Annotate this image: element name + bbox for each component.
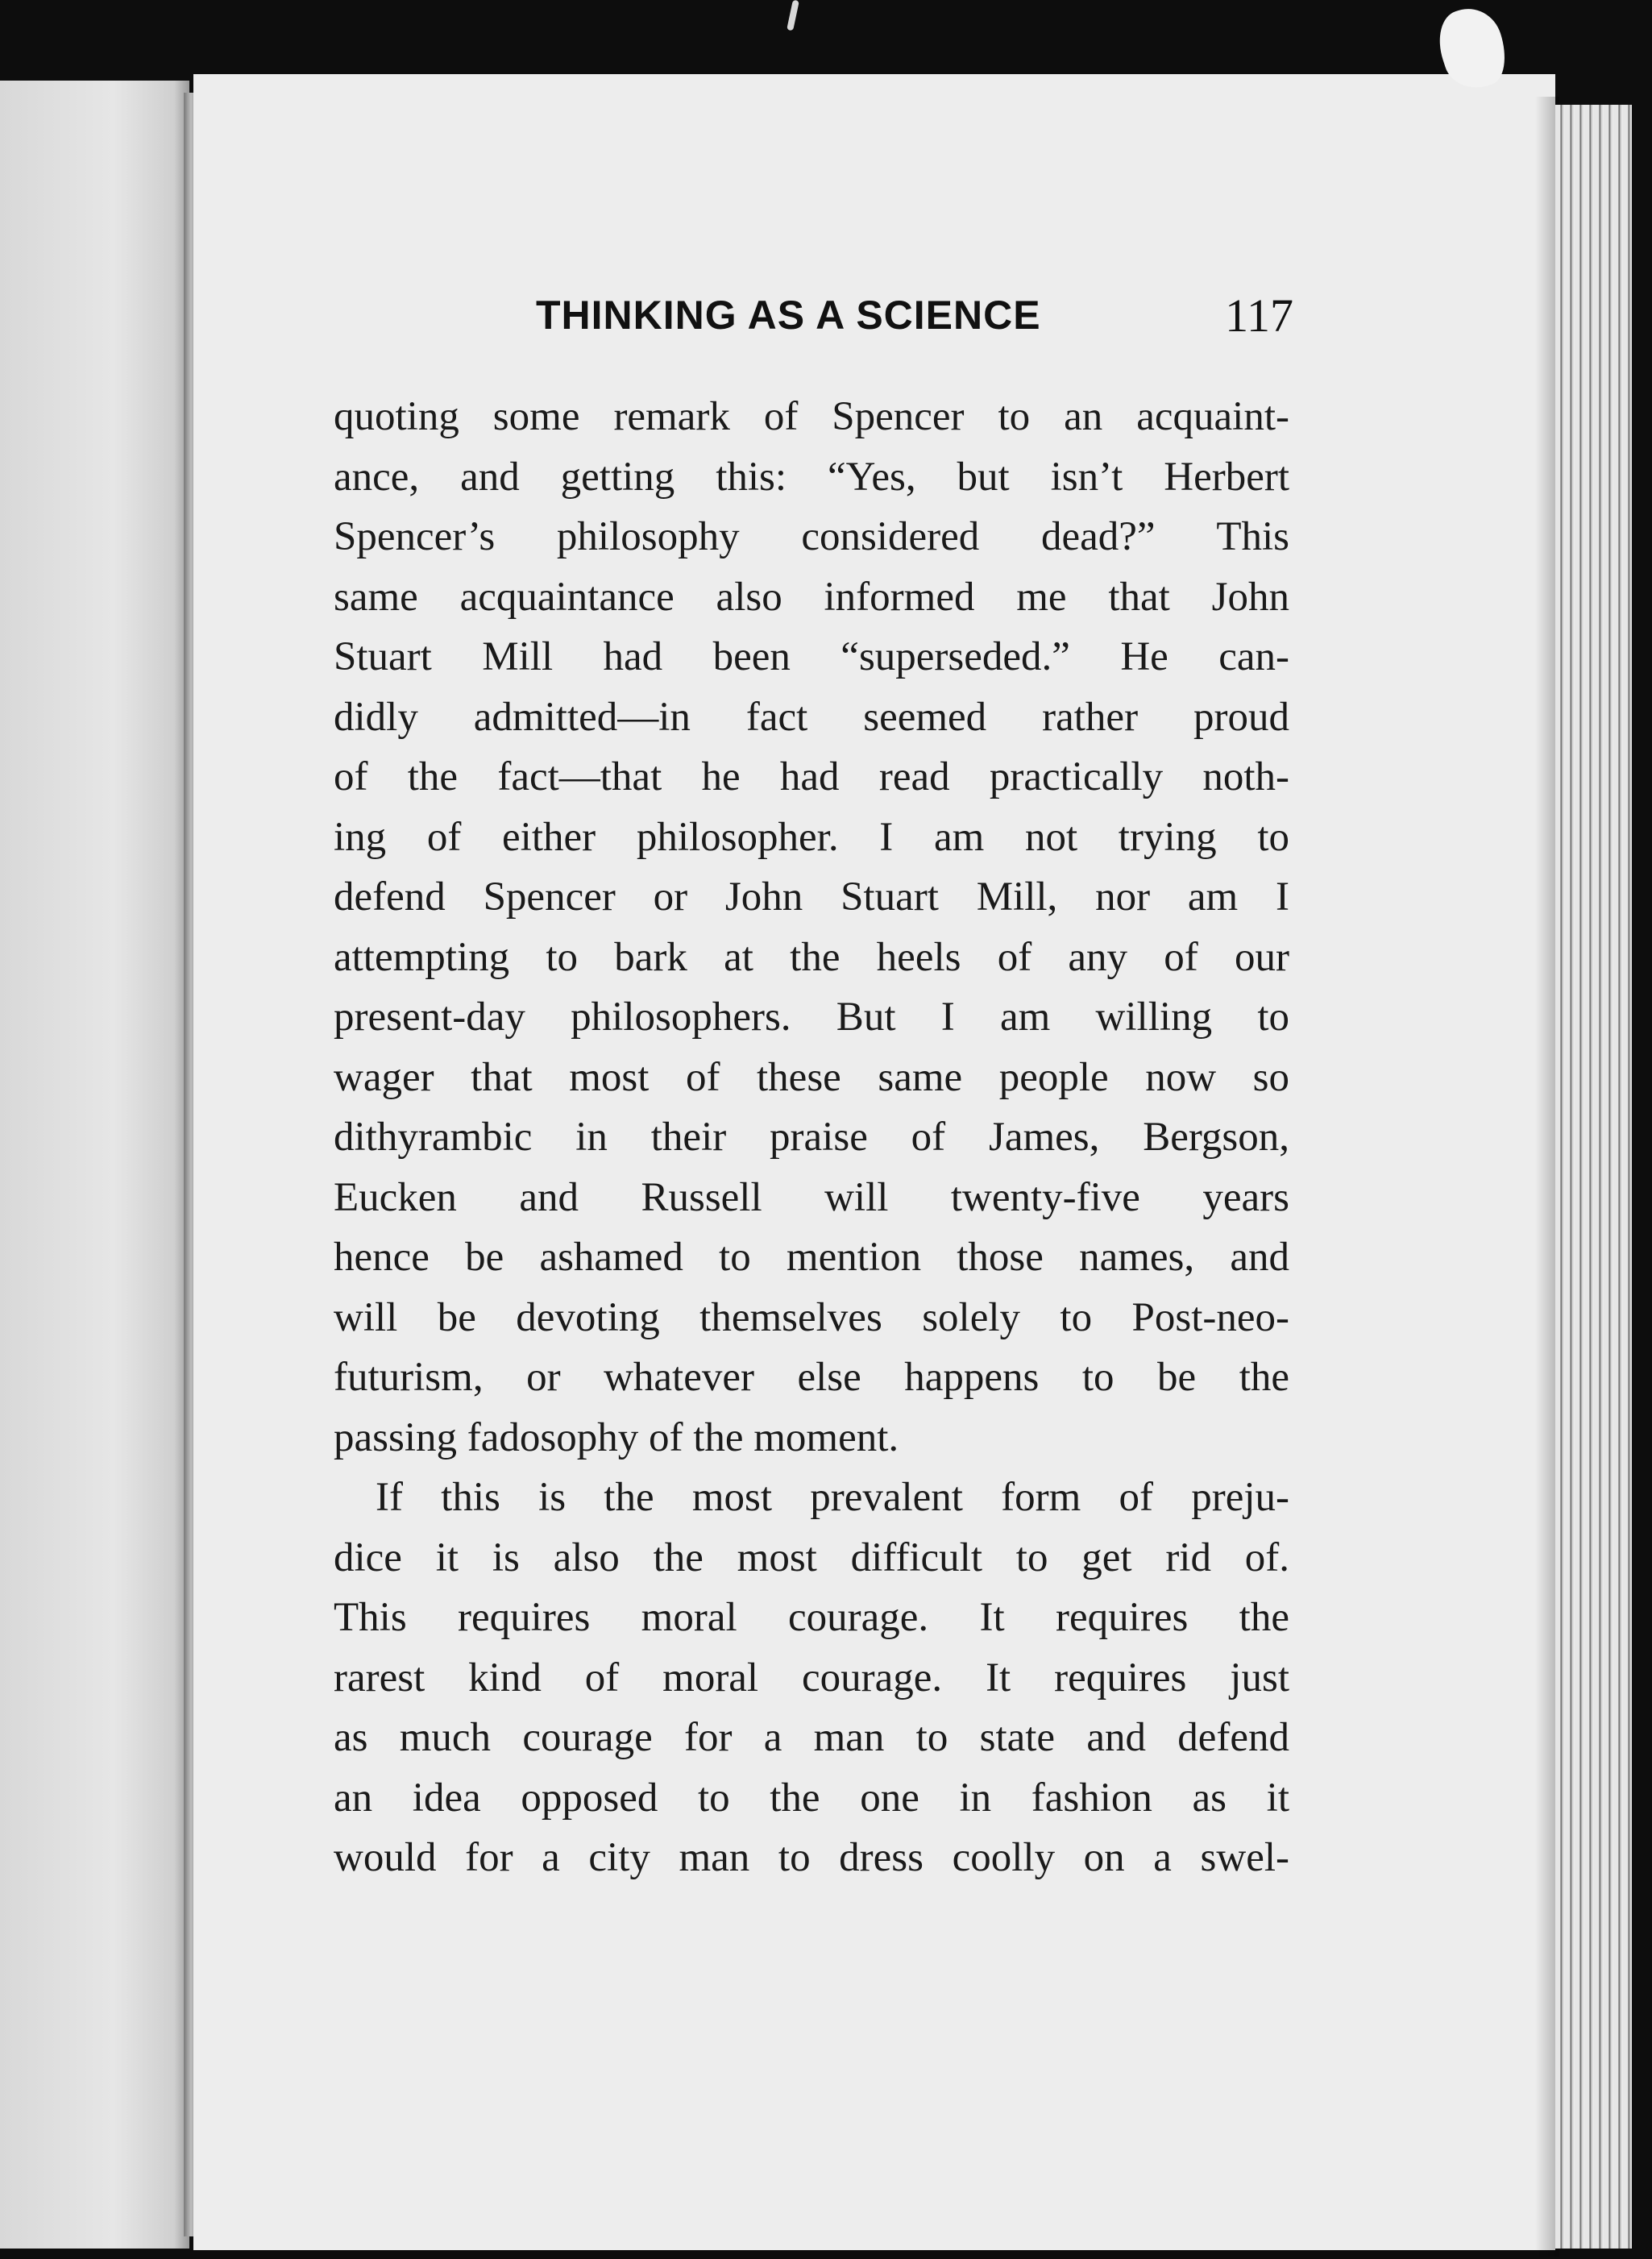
- page-number: 117: [1225, 289, 1293, 342]
- facing-page-edge: [0, 81, 189, 2249]
- text-line: ance, and getting this: “Yes, but isn’t Herbert: [334, 454, 1289, 500]
- paragraph: [334, 387, 1289, 1468]
- running-title: THINKING AS A SCIENCE: [536, 293, 1041, 338]
- text-line: wager that most of these same people now so: [334, 1054, 1289, 1100]
- text-line: hence be ashamed to mention those names, and: [334, 1235, 1289, 1280]
- text-line: will be devoting themselves solely to Post-neo-: [334, 1294, 1289, 1340]
- running-head: [536, 289, 1293, 356]
- text-line: futurism, or whatever else happens to be the: [334, 1355, 1289, 1400]
- text-line: defend Spencer or John Stuart Mill, nor am I: [334, 874, 1289, 920]
- text-line: present-day philosophers. But I am willing to: [334, 995, 1289, 1040]
- text-line: Eucken and Russell will twenty-five years: [334, 1174, 1289, 1220]
- text-line: didly admitted—in fact seemed rather proud: [334, 694, 1289, 740]
- text-line: dithyrambic in their praise of James, Bergson,: [334, 1115, 1289, 1160]
- text-line: an idea opposed to the one in fashion as it: [334, 1775, 1289, 1821]
- stacked-page-edges: [1555, 105, 1632, 2249]
- text-line: ing of either philosopher. I am not trying to: [334, 814, 1289, 860]
- text-line: Spencer’s philosophy considered dead?” This: [334, 514, 1289, 559]
- text-line: dice it is also the most difficult to get rid of.: [334, 1534, 1289, 1580]
- text-line: would for a city man to dress coolly on a swel-: [334, 1835, 1289, 1880]
- text-line: as much courage for a man to state and defend: [334, 1715, 1289, 1760]
- text-line: quoting some remark of Spencer to an acquaint-: [334, 394, 1289, 439]
- text-line: of the fact—that he had read practically noth-: [334, 754, 1289, 799]
- body-text: [334, 387, 1289, 1888]
- text-line: rarest kind of moral courage. It requires just: [334, 1655, 1289, 1700]
- text-line: same acquaintance also informed me that John: [334, 574, 1289, 620]
- text-line: attempting to bark at the heels of any of our: [334, 934, 1289, 980]
- text-line: passing fadosophy of the moment.: [334, 1414, 899, 1460]
- text-line: Stuart Mill had been “superseded.” He can-: [334, 634, 1289, 679]
- paragraph: [334, 1468, 1289, 1888]
- text-line: This requires moral courage. It requires the: [334, 1595, 1289, 1640]
- text-line: If this is the most prevalent form of preju-: [376, 1475, 1289, 1520]
